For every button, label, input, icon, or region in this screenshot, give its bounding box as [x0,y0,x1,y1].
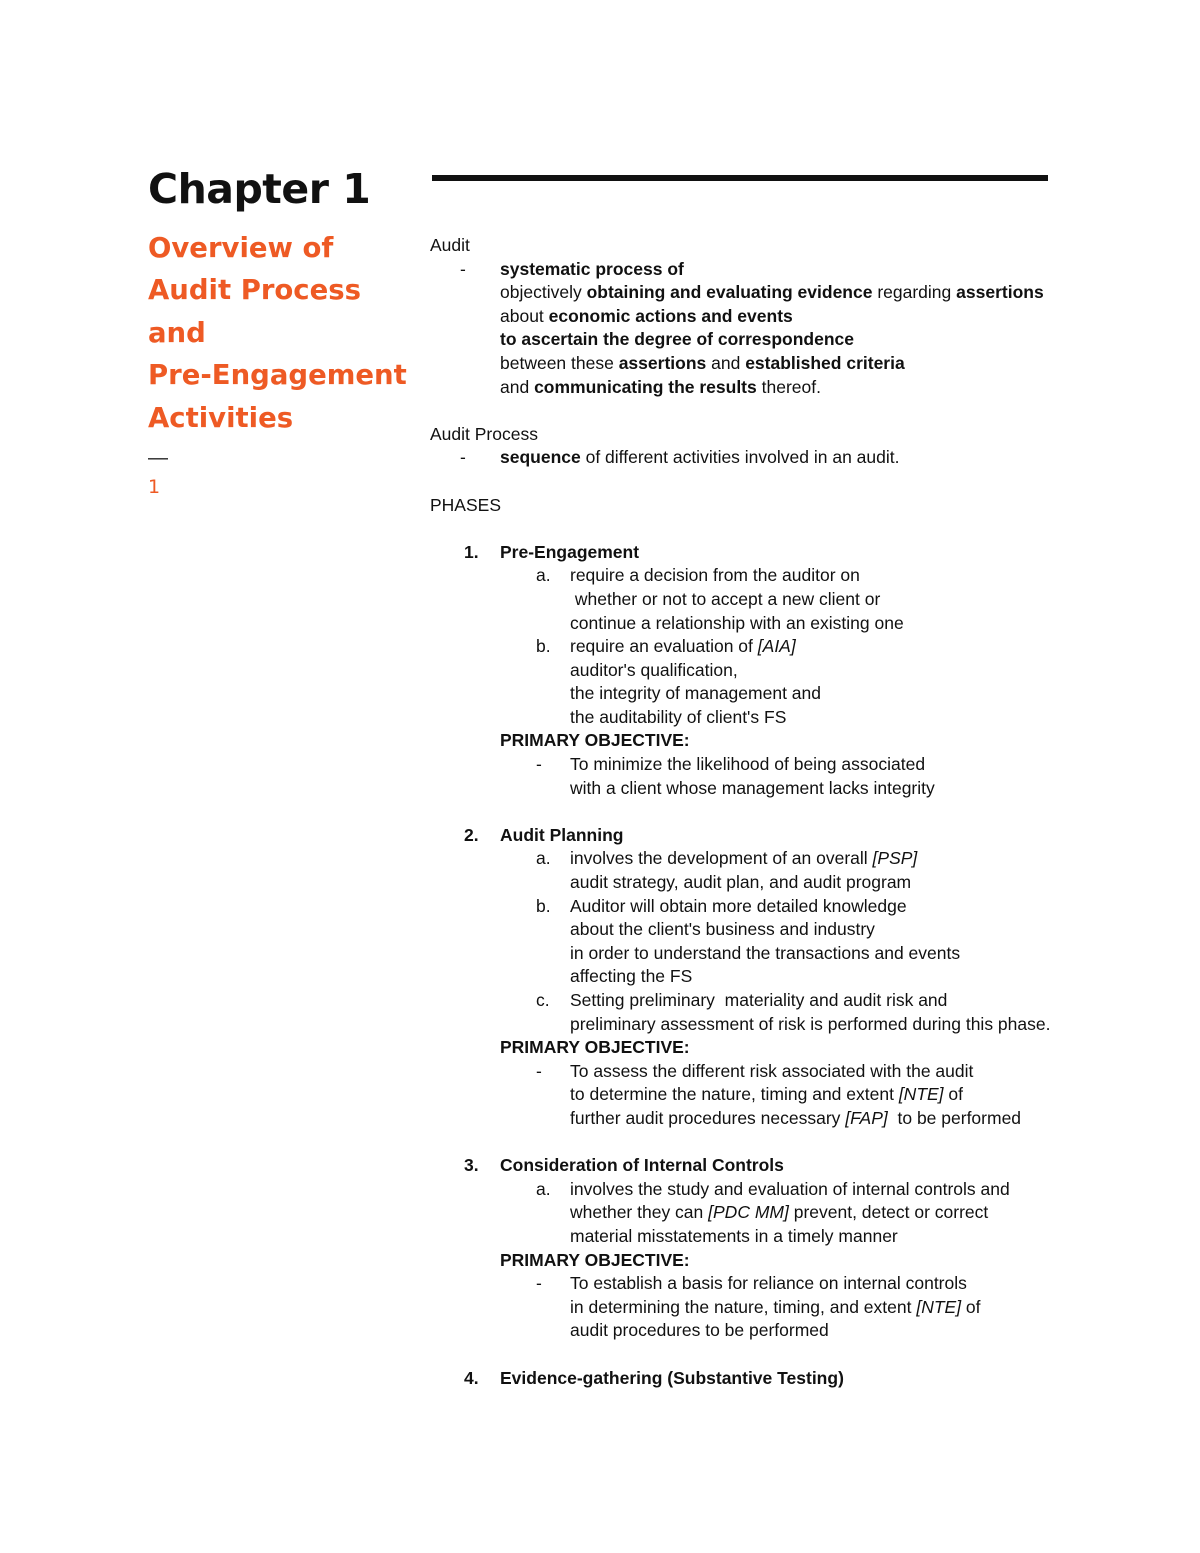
phase-2-objective [430,1060,1130,1131]
item-line [570,635,1130,659]
def-text: assertions [618,352,707,373]
primary-objective-label: PRIMARY OBJECTIVE: [500,1249,690,1270]
mnemonic: [AIA] [757,636,796,657]
item-line: in order to understand the transactions and events [570,942,961,963]
phase-2-item-b [430,895,1130,989]
item-marker: b. [536,636,551,657]
def-text: objectively [500,282,587,303]
item-text: in determining the nature, timing, and extent [570,1296,917,1317]
phase-title: Evidence-gathering (Substantive Testing) [500,1367,844,1388]
item-text: of [961,1296,981,1317]
def-text: established criteria [745,352,905,373]
subtitle-line: Activities [148,401,294,434]
item-line: audit procedures to be performed [570,1320,829,1341]
header-rule [432,175,1048,181]
def-text: communicating the results [534,376,757,397]
subtitle-line: and [148,316,206,349]
definition-audit [430,258,1130,400]
item-marker: a. [536,848,551,869]
def-text: and [500,376,535,397]
item-line: about the client's business and industry [570,919,875,940]
bullet: - [536,754,542,775]
item-text: whether they can [570,1202,709,1223]
phase-number: 1. [464,541,479,562]
bullet: - [460,447,466,468]
item-text: of [943,1084,964,1105]
subtitle-line: Pre-Engagement [148,359,407,392]
phase-1-item-b [430,635,1130,729]
item-line [570,1107,1130,1131]
mnemonic: [PSP] [872,848,918,869]
item-line: auditor's qualification, [570,659,738,680]
item-line: the auditability of client's FS [570,706,787,727]
item-text: require an evaluation of [570,636,758,657]
item-marker: a. [536,1178,551,1199]
def-text: economic actions and events [548,305,793,326]
def-line [500,258,1130,282]
sidebar [148,165,418,498]
item-line: whether or not to accept a new client or [570,588,881,609]
main-content [430,234,1130,1390]
item-line: To minimize the likelihood of being associated [570,754,926,775]
phase-title: Consideration of Internal Controls [500,1155,784,1176]
item-line: Auditor will obtain more detailed knowledge [570,895,907,916]
def-text: thereof. [756,376,821,397]
def-text: assertions [956,282,1044,303]
item-marker: b. [536,895,551,916]
item-line: preliminary assessment of risk is performed during this phase. [570,1013,1051,1034]
sidebar-dash: — [148,447,168,470]
def-text: to ascertain the degree of correspondence [500,329,854,350]
phases-heading: PHASES [430,494,501,515]
subtitle-line: Overview of [148,232,334,264]
item-line: continue a relationship with an existing one [570,612,904,633]
phase-title: Pre-Engagement [500,541,640,562]
mnemonic: [NTE] [898,1084,944,1105]
definition-audit-process [430,446,1130,470]
item-line [570,847,1130,871]
phase-3-title [430,1154,1130,1178]
item-text: to be performed [887,1107,1022,1128]
def-text: systematic process of [500,258,684,279]
phase-1-item-a [430,564,1130,635]
def-text: obtaining and evaluating evidence [586,282,873,303]
chapter-title: Chapter 1 [148,165,371,213]
def-line [500,328,1130,352]
def-text: about [500,305,549,326]
item-line [570,1201,1130,1225]
item-line [570,1296,1130,1320]
item-line: material misstatements in a timely manner [570,1225,898,1246]
def-text: of different activities involved in an audit. [580,447,900,468]
item-text: prevent, detect or correct [788,1202,989,1223]
item-marker: c. [536,990,550,1010]
phase-3-item-a [430,1178,1130,1249]
chapter-subtitle [148,227,418,439]
phase-2-item-c [430,989,1130,1036]
item-line: require a decision from the auditor on [570,565,860,586]
phase-number: 2. [464,824,479,845]
item-line: involves the study and evaluation of internal controls and [570,1178,1010,1199]
item-marker: a. [536,565,551,586]
subtitle-line: Audit Process [148,274,361,307]
phase-title: Audit Planning [500,824,624,845]
bullet: - [536,1273,542,1294]
def-line [500,281,1130,305]
def-text: and [706,352,746,373]
phase-4-title [430,1367,1130,1391]
def-text: sequence [500,447,581,468]
mnemonic: [FAP] [845,1107,888,1128]
def-line [500,352,1130,376]
phase-number: 4. [464,1367,479,1388]
def-text: regarding [872,282,957,303]
item-line: audit strategy, audit plan, and audit program [570,872,912,893]
phase-2-title [430,824,1130,848]
def-line [500,446,1130,470]
def-line [500,305,1130,329]
item-text: to determine the nature, timing and extent [570,1084,899,1105]
bullet: - [460,258,466,279]
def-line [500,376,1130,400]
phase-1-title [430,541,1130,565]
bullet: - [536,1060,542,1081]
page-number: 1 [148,476,161,499]
def-text: between these [500,352,619,373]
mnemonic: [PDC MM] [708,1202,789,1223]
item-line: affecting the FS [570,966,693,987]
item-text: further audit procedures necessary [570,1107,846,1128]
phase-1-objective [430,753,1130,800]
item-line: the integrity of management and [570,683,821,704]
item-line: To establish a basis for reliance on internal controls [570,1273,967,1294]
item-line: Setting preliminary materiality and audit risk and [570,990,948,1010]
phase-number: 3. [464,1155,479,1176]
phase-3-objective [430,1272,1130,1343]
term-audit: Audit [430,235,470,255]
term-audit-process: Audit Process [430,423,538,444]
mnemonic: [NTE] [916,1296,962,1317]
primary-objective-label: PRIMARY OBJECTIVE: [500,1037,690,1058]
item-line: with a client whose management lacks integrity [570,777,935,798]
item-text: involves the development of an overall [570,848,873,869]
phase-2-item-a [430,847,1130,894]
primary-objective-label: PRIMARY OBJECTIVE: [500,730,690,751]
item-line [570,1083,1130,1107]
item-line: To assess the different risk associated with the audit [570,1060,974,1081]
